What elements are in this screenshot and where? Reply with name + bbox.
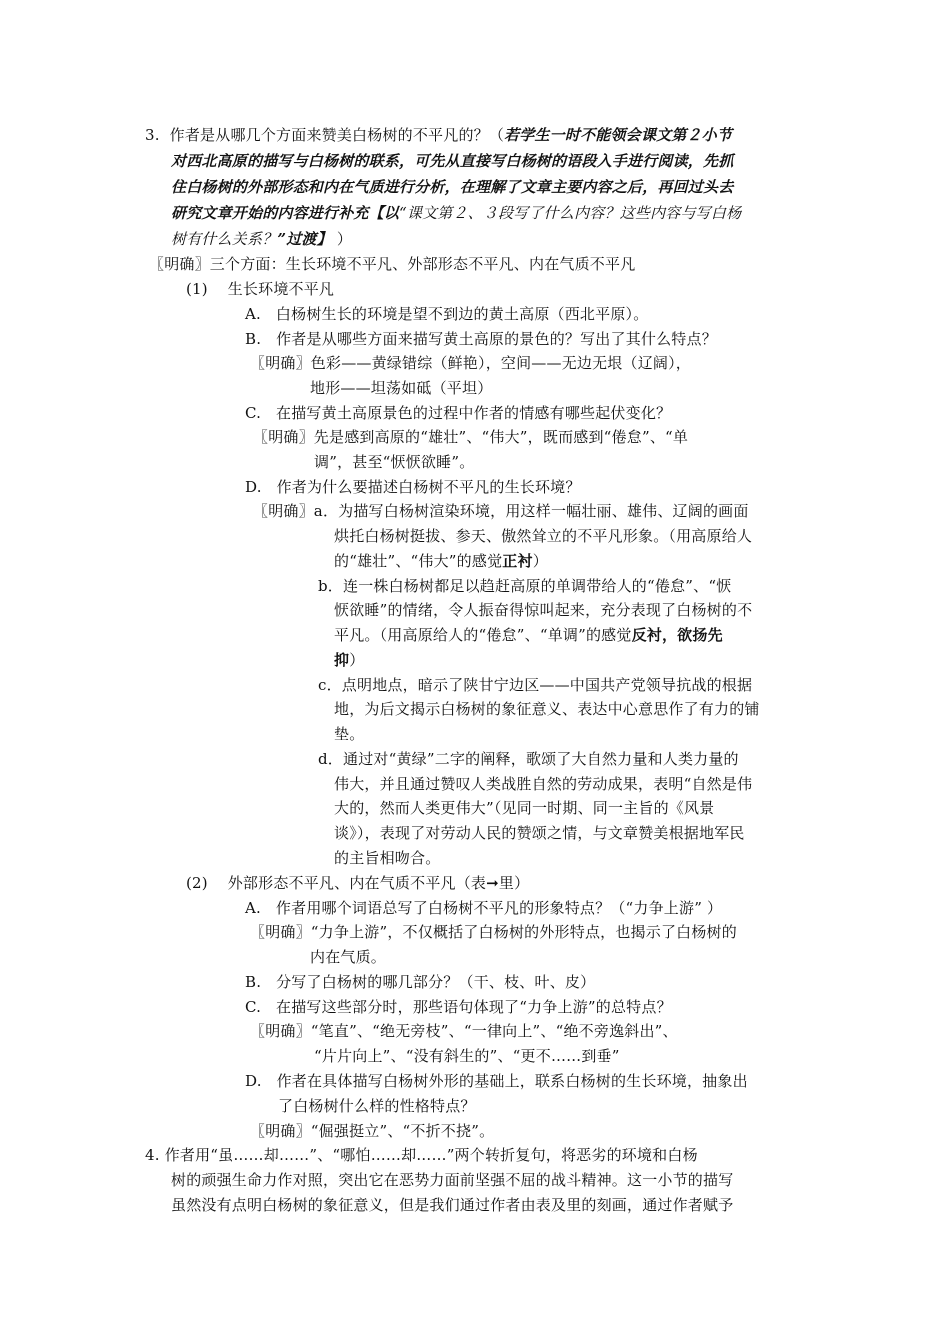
s1-a-text: 白杨树生长的环境是望不到边的黄土高原（西北平原）。	[275, 305, 649, 323]
s1-d-a3-bold: 正衬	[502, 552, 533, 570]
q3-note-bold-2: ”过渡】	[277, 230, 332, 248]
q3-line-1	[145, 126, 732, 144]
s2-a-label: A.	[245, 899, 262, 917]
q3-note-italic-2: 树有什么关系？	[171, 230, 278, 248]
section1-number: (1)	[186, 280, 208, 298]
s1-d-b4-bold: 抑	[334, 651, 350, 669]
s1-d-answer-c-1: c．点明地点，暗示了陕甘宁边区——中国共产党领导抗战的根据	[318, 676, 753, 694]
section2-heading	[186, 874, 529, 892]
s1-d-text: 作者为什么要描述白杨树不平凡的生长环境？	[276, 478, 581, 496]
s1-d-answer-a-3	[334, 552, 548, 570]
s1-b-label: B.	[245, 330, 262, 348]
q4-line-1	[145, 1146, 698, 1164]
q4-text-1: 作者用“虽……却……”、“哪怕……却……”两个转折复句，将恶劣的环境和白杨	[164, 1146, 698, 1164]
s1-a-label: A.	[245, 305, 262, 323]
section1-heading	[186, 280, 334, 298]
s1-d-answer-a-2: 烘托白杨树挺拔、参天、傲然耸立的不平凡形象。（用高原给人	[334, 527, 753, 545]
s2-item-c	[245, 998, 672, 1016]
s2-d-answer: 〖明确〗“倔强挺立”、“不折不挠”。	[250, 1122, 495, 1140]
s2-c-answer-2: “片片向上”、“没有斜生的”、“更不……到垂”	[314, 1047, 620, 1065]
s2-a-answer-2: 内在气质。	[310, 948, 387, 966]
q4-line-3: 虽然没有点明白杨树的象征意义，但是我们通过作者由表及里的刻画，通过作者赋予	[171, 1196, 734, 1214]
s1-d-answer-b-4	[334, 651, 364, 669]
s1-item-c	[245, 404, 671, 422]
s2-d-text-2: 了白杨树什么样的性格特点？	[278, 1097, 476, 1115]
q4-number: 4.	[145, 1146, 160, 1164]
s1-item-b	[245, 330, 717, 348]
section1-title: 生长环境不平凡	[227, 280, 335, 298]
s1-d-answer-d-1: d．通过对“黄绿”二字的阐释，歌颂了大自然力量和人类力量的	[318, 750, 739, 768]
q3-note-bold: 研究文章开始的内容进行补充【以	[171, 204, 400, 222]
s1-d-label: D.	[245, 478, 262, 496]
s1-c-label: C.	[245, 404, 262, 422]
q3-note-italic: “课文第２、３段写了什么内容？这些内容与写白杨	[399, 204, 742, 222]
s2-c-text: 在描写这些部分时，那些语句体现了“力争上游”的总特点？	[276, 998, 672, 1016]
s2-a-text: 作者用哪个词语总写了白杨树不平凡的形象特点？（“力争上游” ）	[275, 899, 723, 917]
s1-d-b3-bold: 反衬，欲扬先	[631, 626, 723, 644]
s1-d-answer-b-1: b．连一株白杨树都足以趋赶高原的单调带给人的“倦怠”、“恹	[318, 577, 732, 595]
section2-title: 外部形态不平凡、内在气质不平凡（表➞里）	[227, 874, 530, 892]
s2-b-label: B.	[245, 973, 262, 991]
s1-d-answer-c-2: 地，为后文揭示白杨树的象征意义、表达中心意思作了有力的铺	[334, 700, 760, 718]
s2-c-answer-1: 〖明确〗“笔直”、“绝无旁枝”、“一律向上”、“绝不旁逸斜出”、	[250, 1022, 678, 1040]
s2-b-text: 分写了白杨树的哪几部分？（干、枝、叶、皮）	[276, 973, 596, 991]
q3-note-line-3: 住白杨树的外部形态和内在气质进行分析，在理解了文章主要内容之后，再回过头去	[171, 178, 734, 196]
s1-d-a3-text: 的“雄壮”、“伟大”的感觉	[334, 552, 503, 570]
q3-question: 作者是从哪几个方面来赞美白杨树的不平凡的？（	[169, 126, 505, 144]
q3-note-line-5	[171, 230, 352, 248]
s2-a-answer-1: 〖明确〗“力争上游”，不仅概括了白杨树的外形特点，也揭示了白杨树的	[250, 923, 737, 941]
s1-d-answer-d-4: 谈》），表现了对劳动人民的赞颂之情，与文章赞美根据地军民	[334, 824, 745, 842]
s1-b-text: 作者是从哪些方面来描写黄土高原的景色的？写出了其什么特点？	[276, 330, 717, 348]
s1-d-b3-text: 平凡。（用高原给人的“倦怠”、“单调”的感觉	[334, 626, 632, 644]
s2-d-label: D.	[245, 1072, 262, 1090]
s1-d-a3-end: ）	[532, 552, 548, 570]
s1-d-answer-d-3: 大的，然而人类更伟大”（见同一时期、同一主旨的《风景	[334, 799, 715, 817]
q3-answer: 〖明确〗三个方面：生长环境不平凡、外部形态不平凡、内在气质不平凡	[149, 255, 636, 273]
s1-d-b4-end: ）	[349, 651, 365, 669]
s1-d-answer-b-2: 恹欲睡”的情绪，令人振奋得惊叫起来，充分表现了白杨树的不	[334, 601, 753, 619]
s1-c-answer-1: 〖明确〗先是感到高原的“雄壮”、“伟大”，既而感到“倦怠”、“单	[253, 428, 689, 446]
section2-number: (2)	[186, 874, 208, 892]
s1-b-answer-2: 地形——坦荡如砥（平坦）	[310, 379, 493, 397]
s1-item-a	[245, 305, 648, 323]
s2-item-b	[245, 973, 595, 991]
s1-c-answer-2: 调”，甚至“恹恹欲睡”。	[314, 453, 475, 471]
s2-item-d	[245, 1072, 748, 1090]
s1-d-answer-d-2: 伟大，并且通过赞叹人类战胜自然的劳动成果，表明“自然是伟	[334, 775, 753, 793]
s1-d-answer-a-1: 〖明确〗a．为描写白杨树渲染环境，用这样一幅壮丽、雄伟、辽阔的画面	[253, 502, 749, 520]
s1-b-answer-1: 〖明确〗色彩——黄绿错综（鲜艳），空间——无边无垠（辽阔），	[250, 354, 692, 372]
q4-line-2: 树的顽强生命力作对照，突出它在恶势力面前坚强不屈的战斗精神。这一小节的描写	[171, 1171, 734, 1189]
q3-note: 若学生一时不能领会课文第２小节	[504, 126, 733, 144]
q3-note-line-2: 对西北高原的描写与白杨树的联系，可先从直接写白杨树的语段入手进行阅读，先抓	[171, 152, 734, 170]
s1-c-text: 在描写黄土高原景色的过程中作者的情感有哪些起伏变化？	[276, 404, 672, 422]
s2-c-label: C.	[245, 998, 262, 1016]
s1-d-answer-b-3	[334, 626, 723, 644]
s1-d-answer-d-5: 的主旨相吻合。	[334, 849, 441, 867]
s2-d-text: 作者在具体描写白杨树外形的基础上，联系白杨树的生长环境，抽象出	[276, 1072, 748, 1090]
s1-d-answer-c-3: 垫。	[334, 725, 365, 743]
q3-note-line-4	[171, 204, 741, 222]
s2-item-a	[245, 899, 722, 917]
s1-item-d	[245, 478, 581, 496]
q3-note-close: ）	[336, 230, 353, 248]
q3-number: 3.	[145, 126, 160, 144]
